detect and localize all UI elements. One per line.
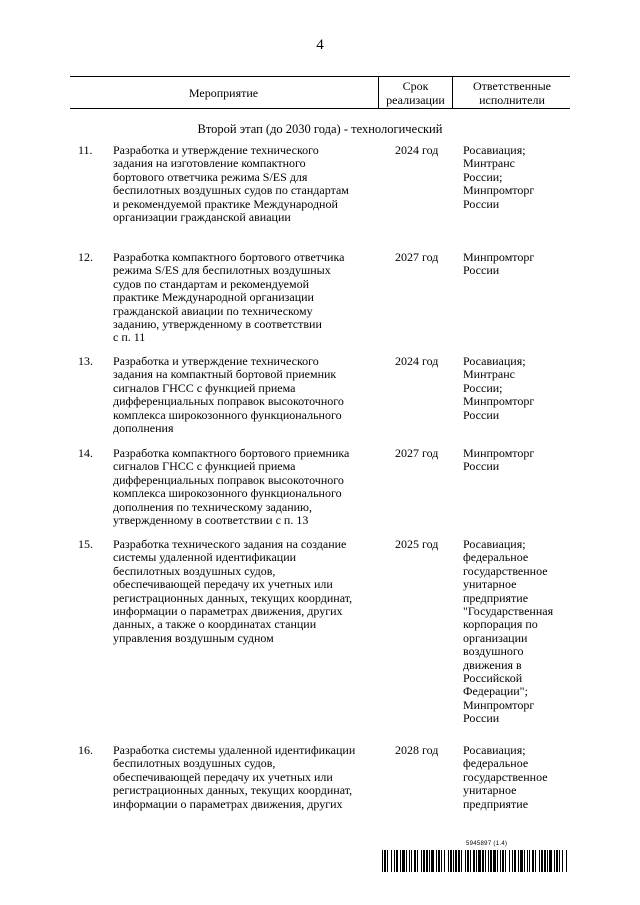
row-number: 12. [78, 250, 93, 264]
table-header [70, 76, 570, 109]
row-responsible: Росавиация; федеральное государственное унитарное предприятие [463, 743, 548, 811]
row-responsible: Росавиация; Минтранс России; Минпромторг России [463, 354, 535, 422]
barcode-image [382, 850, 568, 872]
row-number: 16. [78, 743, 93, 757]
row-responsible: Росавиация; федеральное государственное унитарное предприятие "Государственная корпорация по организации воздушного движения в Российской Федерации"; Минпромторг России [463, 537, 554, 726]
row-term: 2024 год [395, 354, 439, 368]
row-event-text: Разработка компактного бортового приемника сигналов ГНСС с функцией приема дифференциальных поправок высокоточного комплекса широкозонного функционального дополнения по техническому заданию, утвержденному в соответствии с п. 13 [113, 446, 350, 528]
row-term: 2027 год [395, 250, 439, 264]
row-event-text: Разработка компактного бортового ответчика режима S/ES для беспилотных воздушных судов по стандартам и рекомендуемой практике Международной организации гражданской авиации по техническому заданию, утвержденному в соответствии с п. 11 [113, 250, 345, 345]
row-responsible: Росавиация; Минтранс России; Минпромторг России [463, 143, 535, 211]
row-event-text: Разработка системы удаленной идентификации беспилотных воздушных судов, обеспечивающей передачу их учетных или регистрационных данных, текущих координат, информации о параметрах движения, других [113, 743, 356, 811]
row-number: 14. [78, 446, 93, 460]
row-term: 2024 год [395, 143, 439, 157]
barcode-number: 5945897 (1.4) [466, 841, 508, 847]
column-header-responsible: Ответственные исполнители [452, 77, 571, 108]
row-number: 11. [78, 143, 93, 157]
row-event-text: Разработка и утверждение технического задания на компактный бортовой приемник сигналов ГНСС с функцией приема дифференциальных поправок высокоточного комплекса широкозонного функционального дополнения [113, 354, 344, 436]
stage-title: Второй этап (до 2030 года) - технологический [197, 122, 443, 136]
row-term: 2025 год [395, 537, 439, 551]
column-header-term: Срок реализации [378, 77, 452, 108]
row-responsible: Минпромторг России [463, 250, 535, 278]
row-term: 2027 год [395, 446, 439, 460]
page-number: 4 [316, 37, 324, 53]
row-number: 15. [78, 537, 93, 551]
row-responsible: Минпромторг России [463, 446, 535, 474]
column-header-event: Мероприятие [188, 85, 259, 100]
row-event-text: Разработка технического задания на создание системы удаленной идентификации беспилотных воздушных судов, обеспечивающей передачу их учетных или регистрационных данных, текущих координат, информации о параметрах движения, других данных, а также о координатах станции управления воздушным судном [113, 537, 353, 645]
row-event-text: Разработка и утверждение технического задания на изготовление компактного бортового ответчика режима S/ES для беспилотных воздушных судов по стандартам и рекомендуемой практике Международной организации гражданской авиации [113, 143, 349, 225]
row-term: 2028 год [395, 743, 439, 757]
row-number: 13. [78, 354, 93, 368]
